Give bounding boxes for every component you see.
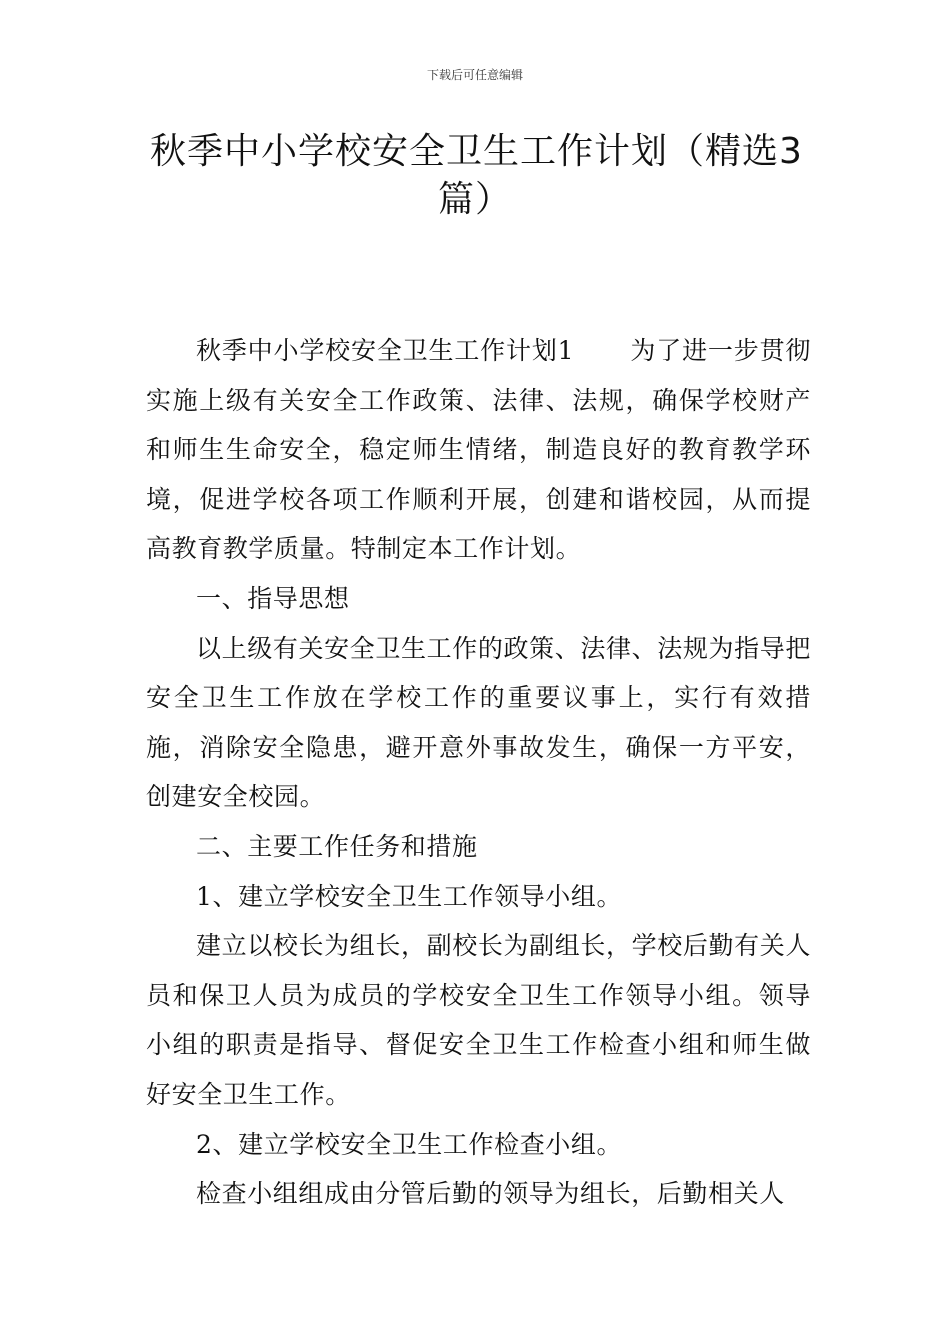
paragraph-inspection-group: 检查小组组成由分管后勤的领导为组长，后勤相关人 bbox=[196, 1179, 785, 1209]
heading-inspection-group: 2、建立学校安全卫生工作检查小组。 bbox=[196, 1129, 623, 1159]
section-heading-plan-1: 秋季中小学校安全卫生工作计划1 bbox=[196, 336, 575, 365]
document-body bbox=[146, 326, 811, 1219]
heading-guiding-thought: 一、指导思想 bbox=[196, 583, 350, 613]
title-line-2: 篇） bbox=[437, 179, 512, 220]
document-title bbox=[150, 128, 803, 224]
paragraph-intro bbox=[146, 326, 811, 574]
heading-leadership-group: 1、建立学校安全卫生工作领导小组。 bbox=[196, 881, 623, 911]
heading-main-tasks: 二、主要工作任务和措施 bbox=[196, 831, 478, 861]
paragraph-guiding-thought: 以上级有关安全卫生工作的政策、法律、法规为指导把安全卫生工作放在学校工作的重要议事上，实行有效措施，消除安全隐患，避开意外事故发生，确保一方平安，创建安全校园。 bbox=[146, 633, 811, 812]
paragraph-leadership-group: 建立以校长为组长，副校长为副组长，学校后勤有关人员和保卫人员为成员的学校安全卫生工作领导小组。领导小组的职责是指导、督促安全卫生工作检查小组和师生做好安全卫生工作。 bbox=[146, 931, 811, 1109]
paragraph-text: 为了进一步贯彻实施上级有关安全工作政策、法律、法规，确保学校财产和师生生命安全，稳定师生情绪，制造良好的教育教学环境，促进学校各项工作顺利开展，创建和谐校园，从而提高教育教学质量。特制定本工作计划。 bbox=[146, 336, 811, 564]
header-note: 下载后可任意编辑 bbox=[426, 68, 523, 82]
title-line-1: 秋季中小学校安全卫生工作计划（精选3 bbox=[150, 131, 803, 172]
